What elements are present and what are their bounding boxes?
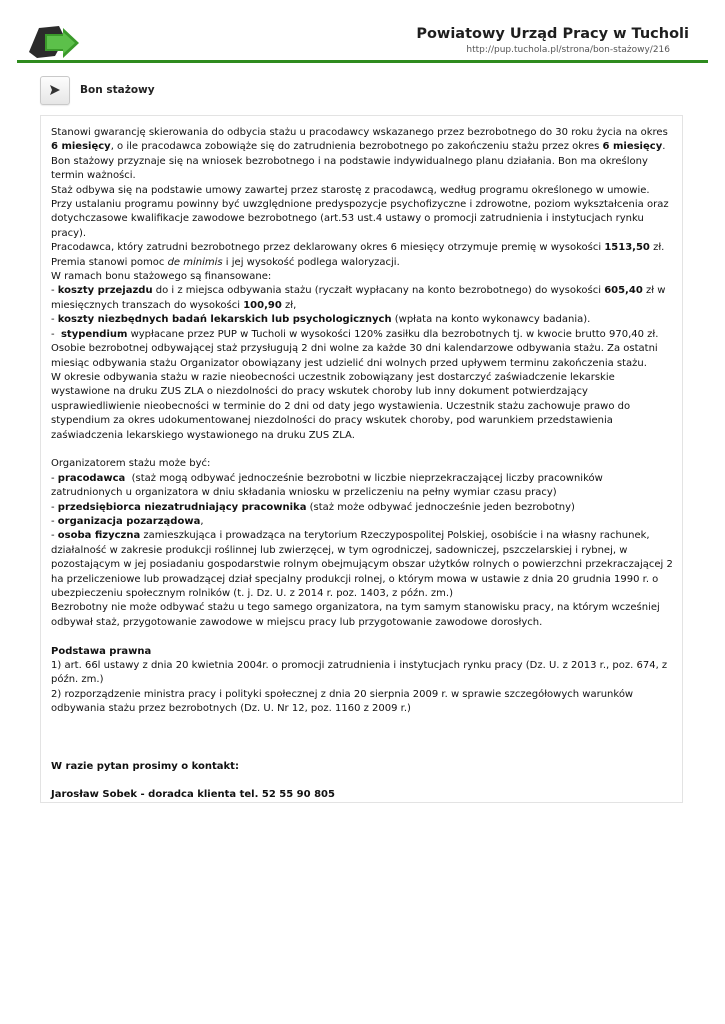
play-arrow-icon	[49, 84, 61, 96]
section-arrow-button[interactable]	[40, 76, 70, 105]
list-item-employer: - pracodawca (staż mogą odbywać jednocześnie bezrobotni w liczbie nieprzekraczającej liczby pracowników zatrudnionych u organizatora w dniu składania wniosku w przeliczeniu na pełny wymiar czasu pracy)	[51, 472, 607, 499]
contact-person: Jarosław Sobek - doradca klienta tel. 52 55 90 805	[51, 789, 335, 801]
paragraph-de-minimis: Premia stanowi pomoc de minimis i jej wysokość podlega waloryzacji.	[51, 256, 400, 268]
paragraph-days-off: Osobie bezrobotnej odbywającej staż przysługują 2 dni wolne za każde 30 dni kalendarzowe odbywania stażu. Za ostatni miesiąc odbywania stażu Organizator obowiązany jest udzielić dni wolnych przed upływem terminu zakończenia stażu.	[51, 343, 658, 369]
section-heading	[40, 76, 685, 106]
legal-basis-item-2: 2) rozporządzenie ministra pracy i polityki społecznej z dnia 20 sierpnia 2009 r. w sprawie szczegółowych warunków odbywania stażu przez bezrobotnych (Dz. U. Nr 12, poz. 1160 z 2009 r.)	[51, 688, 634, 715]
legal-basis-heading: Podstawa prawna	[51, 645, 152, 657]
list-item-stipend: - stypendium wypłacane przez PUP w Tucholi w wysokości 120% zasiłku dla bezrobotnych tj. w kwocie brutto 970,40 zł.	[51, 328, 659, 340]
list-item-natural-person: - osoba fizyczna zamieszkująca i prowadząca na terytorium Rzeczypospolitej Polskiej, osobiście i na własny rachunek, działalność w zakresie produkcji roślinnej lub zwierzęcej, w tym ogrodniczej, sadowniczej, pszczelarskiej i rybnej, w pozostającym w jej posiadaniu gospodarstwie rolnym obejmującym obszar użytków rolnych o powierzchni przekraczającej 2 ha przeliczeniowe lub prowadzącej dział specjalny produkcji rolnej, o którym mowa w ustawie z dnia 20 grudnia 1990 r. o ubezpieczeniu społecznym rolników (t. j. Dz. U. z 2014 r. poz. 1403, z późn. zm.)	[51, 530, 673, 599]
article-content	[40, 115, 683, 803]
paragraph-financed-intro: W ramach bonu stażowego są finansowane:	[51, 271, 272, 283]
paragraph-organizer-intro: Organizatorem stażu może być:	[51, 458, 211, 470]
page-url[interactable]: http://pup.tuchola.pl/strona/bon-stażowy/216	[466, 45, 670, 55]
legal-basis-item-1: 1) art. 66l ustawy z dnia 20 kwietnia 2004r. o promocji zatrudnienia i instytucjach rynku pracy (Dz. U. z 2013 r., poz. 674, z późn. zm.)	[51, 660, 668, 686]
paragraph-intro: Stanowi gwarancję skierowania do odbycia stażu u pracodawcy wskazanego przez bezrobotnego do 30 roku życia na okres 6 miesięcy, o ile pracodawca zobowiąże się do zatrudnienia bezrobotnego po zakończeniu stażu przez okres 6 miesięcy.	[51, 127, 668, 153]
list-item-medical-costs: - koszty niezbędnych badań lekarskich lub psychologicznych (wpłata na konto wykonawcy badania).	[51, 314, 591, 326]
paragraph-sick-leave: W okresie odbywania stażu w razie nieobecności uczestnik zobowiązany jest dostarczyć zaświadczenie lekarskie wystawione na druku ZUS ZLA o niezdolności do pracy wskutek choroby lub inny dokument potwierdzający usprawiedliwienie nieobecności w terminie do 2 dni od daty jego wystawienia. Uczestnik stażu zachowuje prawo do stypendium za okres udokumentowanej niezdolności do pracy wskutek choroby, pod warunkiem przedstawienia zaświadczenia lekarskiego wystawionego na druku ZUS ZLA.	[51, 371, 631, 441]
paragraph-request: Bon stażowy przyznaje się na wniosek bezrobotnego i na podstawie indywidualnego planu działania. Bon ma określony termin ważności.	[51, 155, 648, 182]
contact-heading: W razie pytan prosimy o kontakt:	[51, 760, 239, 772]
list-item-entrepreneur: - przedsiębiorca niezatrudniający pracownika (staż może odbywać jednocześnie jeden bezrobotny)	[51, 501, 575, 513]
header-divider	[17, 60, 708, 63]
site-title: Powiatowy Urząd Pracy w Tucholi	[416, 26, 689, 42]
paragraph-agreement: Staż odbywa się na podstawie umowy zawartej przez starostę z pracodawcą, według programu określonego w umowie. Przy ustalaniu programu powinny być uwzględnione predyspozycje psychofizyczne i zdrowotne, poziom wykształcenia oraz dotychczasowe kwalifikacje zawodowe bezrobotnego (art.53 ust.4 ustawy o promocji zatrudnienia i instytucjach rynku pracy).	[51, 184, 669, 239]
paragraph-bonus: Pracodawca, który zatrudni bezrobotnego przez deklarowany okres 6 miesięcy otrzymuje premię w wysokości 1513,50 zł.	[51, 242, 665, 254]
paragraph-restriction: Bezrobotny nie może odbywać stażu u tego samego organizatora, na tym samym stanowisku pracy, na którym wcześniej odbywał staż, przygotowanie zawodowe w miejscu pracy lub przygotowanie zawodowe dorosłych.	[51, 602, 660, 628]
site-header	[17, 14, 708, 62]
page-title: Bon stażowy	[80, 84, 155, 96]
list-item-ngo: - organizacja pozarządowa,	[51, 515, 204, 527]
list-item-travel-costs: - koszty przejazdu do i z miejsca odbywania stażu (ryczałt wypłacany na konto bezrobotnego) do wysokości 605,40 zł w miesięcznych transzach do wysokości 100,90 zł,	[51, 285, 666, 311]
